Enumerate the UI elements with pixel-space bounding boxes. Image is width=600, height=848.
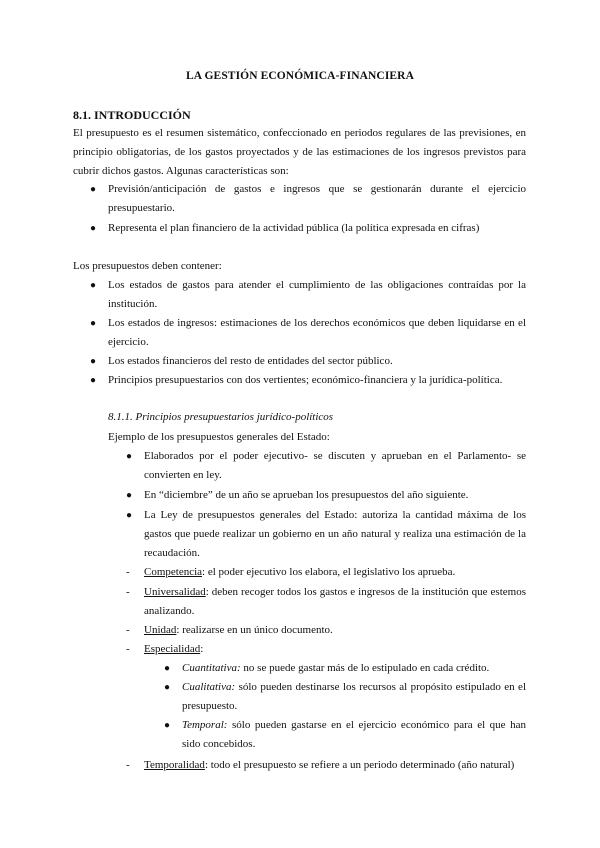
principle-term: Competencia (144, 566, 203, 578)
bullet-icon: ● (90, 318, 97, 329)
principle-text: : el poder ejecutivo los elabora, el legislativo los aprueba. (202, 566, 456, 578)
list-item: Elaborados por el poder ejecutivo- se discuten y aprueban en el Parlamento- se convierten en ley. (144, 450, 526, 481)
list-item: En “diciembre” de un año se aprueban los presupuestos del año siguiente. (144, 489, 469, 501)
principle-competencia (144, 563, 526, 582)
principle-term: Universalidad (144, 586, 206, 598)
principle-temporalidad (144, 756, 526, 775)
principle-term: Temporalidad (144, 759, 205, 771)
dash-marker: - (126, 624, 130, 636)
bullet-icon: ● (126, 451, 133, 462)
principle-term: Especialidad (144, 643, 201, 655)
specialty-text: no se puede gastar más de lo estipulado en cada crédito. (240, 662, 490, 674)
bullet-icon: ● (90, 356, 97, 367)
bullet-icon: ● (164, 682, 171, 693)
bullet-icon: ● (164, 720, 171, 731)
bullet-icon: ● (90, 223, 97, 234)
principle-universalidad (144, 583, 526, 621)
specialty-text: sólo pueden gastarse en el ejercicio económico para el que han sido concebidos. (182, 719, 526, 750)
list-item: Los estados de gastos para atender el cumplimiento de las obligaciones contraídas por la institución. (108, 279, 526, 310)
specialty-cuantitativa (182, 659, 526, 678)
specialty-text: sólo pueden destinarse los recursos al propósito estipulado en el presupuesto. (182, 681, 526, 712)
principle-text: : (200, 643, 204, 655)
specialty-cualitativa (182, 678, 526, 716)
dash-marker: - (126, 586, 130, 598)
list-item: Principios presupuestarios con dos vertientes; económico-financiera y la jurídica-política. (108, 374, 503, 386)
bullet-icon: ● (126, 490, 133, 501)
section-heading: 8.1. INTRODUCCIÓN (73, 108, 191, 122)
principle-text: : todo el presupuesto se refiere a un periodo determinado (año natural) (204, 759, 515, 771)
principle-text: : deben recoger todos los gastos e ingresos de la institución que estemos analizando. (144, 586, 526, 617)
dash-marker: - (126, 643, 130, 655)
dash-marker: - (126, 566, 130, 578)
bullet-icon: ● (90, 184, 97, 195)
list-item: Previsión/anticipación de gastos e ingresos que se gestionarán durante el ejercicio presupuestario. (108, 183, 526, 214)
document-title: LA GESTIÓN ECONÓMICA-FINANCIERA (185, 70, 414, 82)
list-item: La Ley de presupuestos generales del Estado: autoriza la cantidad máxima de los gastos que puede realizar un gobierno en un año natural y realiza una estimación de la recaudación. (144, 509, 526, 559)
specialty-term: Temporal: (182, 719, 228, 731)
contents-intro: Los presupuestos deben contener: (73, 260, 222, 272)
bullet-icon: ● (126, 510, 133, 521)
list-item: Representa el plan financiero de la actividad pública (la política expresada en cifras) (108, 222, 480, 234)
principle-especialidad (144, 640, 526, 659)
list-item: Los estados financieros del resto de entidades del sector público. (108, 355, 393, 367)
dash-marker: - (126, 759, 130, 771)
bullet-icon: ● (164, 663, 171, 674)
principle-unidad (144, 621, 526, 640)
specialty-term: Cuantitativa: (182, 662, 241, 674)
list-item: Los estados de ingresos: estimaciones de los derechos económicos que deben liquidarse en el ejercicio. (108, 317, 526, 348)
example-intro: Ejemplo de los presupuestos generales del Estado: (108, 431, 330, 443)
bullet-icon: ● (90, 280, 97, 291)
subsection-heading: 8.1.1. Principios presupuestarios jurídico-políticos (108, 411, 334, 423)
specialty-temporal (182, 716, 526, 754)
principle-term: Unidad (144, 624, 177, 636)
specialty-term: Cualitativa: (182, 681, 236, 693)
bullet-icon: ● (90, 375, 97, 386)
intro-paragraph: El presupuesto es el resumen sistemático, confeccionado en periodos regulares de las previsiones, en principio obligatorias, de los gastos proyectados y de las estimaciones de los ingresos previstos para cubrir dichos gastos. Algunas características son: (73, 127, 526, 177)
principle-text: : realizarse en un único documento. (176, 624, 333, 636)
